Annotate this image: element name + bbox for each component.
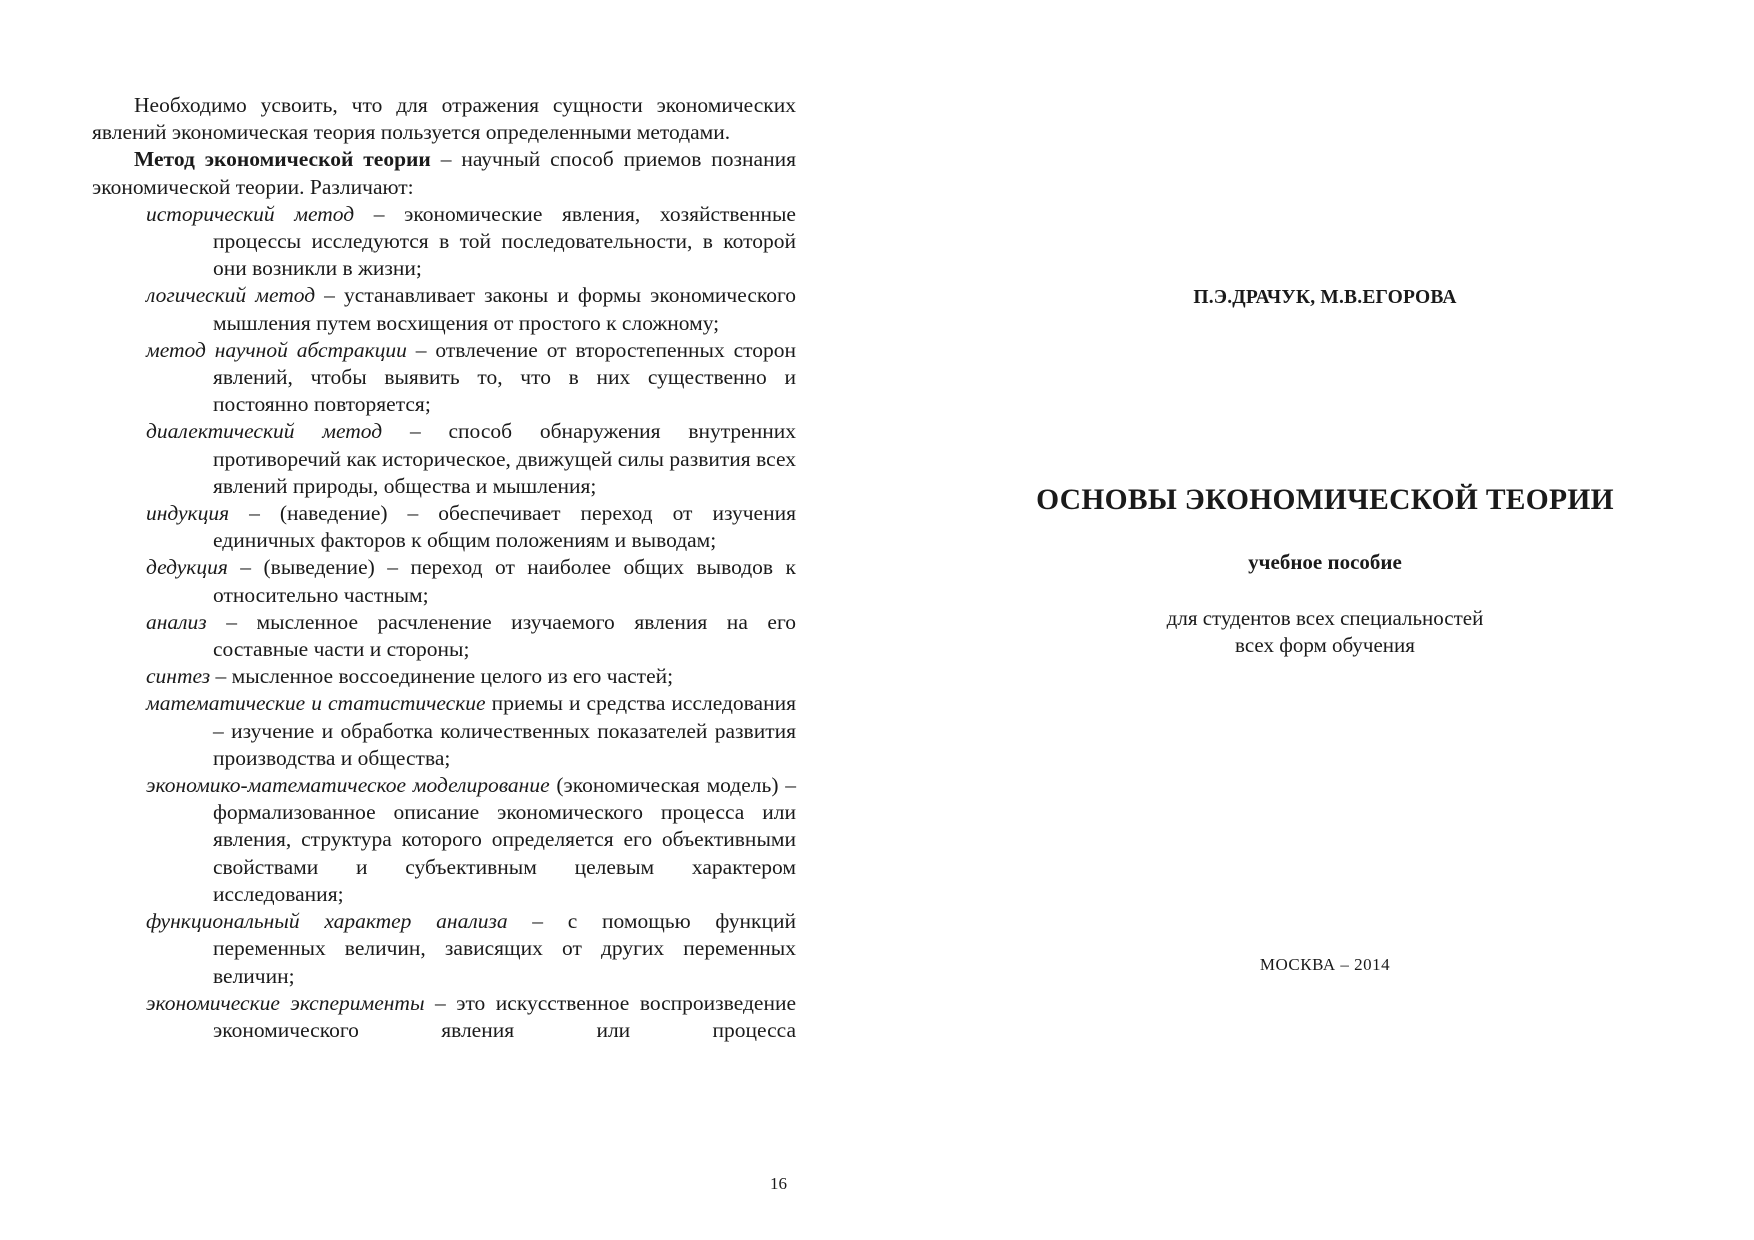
method-text: (экономическая модель) – формализованное описание экономического процесса или явления, структура которого определяется его объективными свойствами и субъективным целевым характером исследования; [213,773,796,906]
method-term: синтез [146,664,211,689]
method-item [146,500,796,554]
method-term: математические и статистические [146,691,486,716]
city-year: МОСКВА – 2014 [1259,955,1391,974]
method-text: приемы и средства исследования – изучение и обработка количественных показателей развития производства и общества; [213,691,796,770]
method-term: экономико-математическое моделирование [146,773,550,798]
title-page [1000,0,1650,1240]
method-term: дедукция [146,555,228,580]
method-item [146,282,796,336]
method-text: – мысленное расчленение изучаемого явления на его составные части и стороны; [206,609,796,662]
authors: П.Э.ДРАЧУК, М.В.ЕГОРОВА [1193,287,1457,308]
method-term: диалектический метод [146,419,383,444]
definition-paragraph [92,146,796,200]
method-text: – отвлечение от второстепенных сторон явлений, чтобы выявить то, что в них существенно и постоянно повторяется; [213,337,796,417]
definition-term: Метод экономической теории [134,147,431,172]
method-item [146,337,796,419]
method-item [146,609,796,663]
book-title: ОСНОВЫ ЭКОНОМИЧЕСКОЙ ТЕОРИИ [1036,484,1614,516]
method-term: функциональный характер анализа [146,909,508,934]
method-text: – экономические явления, хозяйственные процессы исследуются в той последовательности, в которой они возникли в жизни; [213,201,796,281]
method-text: – (выведение) – переход от наиболее общих выводов к относительно частным; [213,555,796,607]
method-text: – это искусственное воспроизведение экономического явления или процесса [213,990,796,1042]
method-text: – (наведение) – обеспечивает переход от изучения единичных факторов к общим положениям и выводам; [213,501,796,553]
method-item [146,990,796,1044]
method-term: метод научной абстракции [146,337,407,362]
left-page [92,92,796,1044]
audience-line-2: всех форм обучения [1235,633,1415,657]
method-text: – способ обнаружения внутренних противоречий как историческое, движущей силы развития всех явлений природы, общества и мышления; [213,419,796,498]
method-term: исторический метод [146,201,355,226]
page-number: 16 [770,1174,787,1193]
book-type: учебное пособие [1248,550,1402,574]
method-term: индукция [146,501,230,526]
method-item [146,908,796,990]
method-term: анализ [146,609,207,634]
method-item [146,418,796,500]
audience-line-1: для студентов всех специальностей [1166,606,1484,630]
method-item [146,772,796,908]
method-item [146,663,796,690]
method-text: – с помощью функций переменных величин, зависящих от других переменных величин; [213,909,796,988]
intro-paragraph: Необходимо усвоить, что для отражения сущности экономических явлений экономическая теория пользуется определенными методами. [92,93,796,145]
method-item [146,690,796,772]
method-text: – мысленное воссоединение целого из его частей; [210,664,674,689]
method-item [146,201,796,283]
method-term: логический метод [146,283,316,308]
method-term: экономические эксперименты [146,990,425,1015]
method-item [146,554,796,608]
method-text: – устанавливает законы и формы экономического мышления путем восхищения от простого к сложному; [213,283,797,335]
audience [1000,605,1650,659]
methods-list [92,201,796,1044]
definition-text: – научный способ приемов познания экономической теории. Различают: [92,147,797,199]
